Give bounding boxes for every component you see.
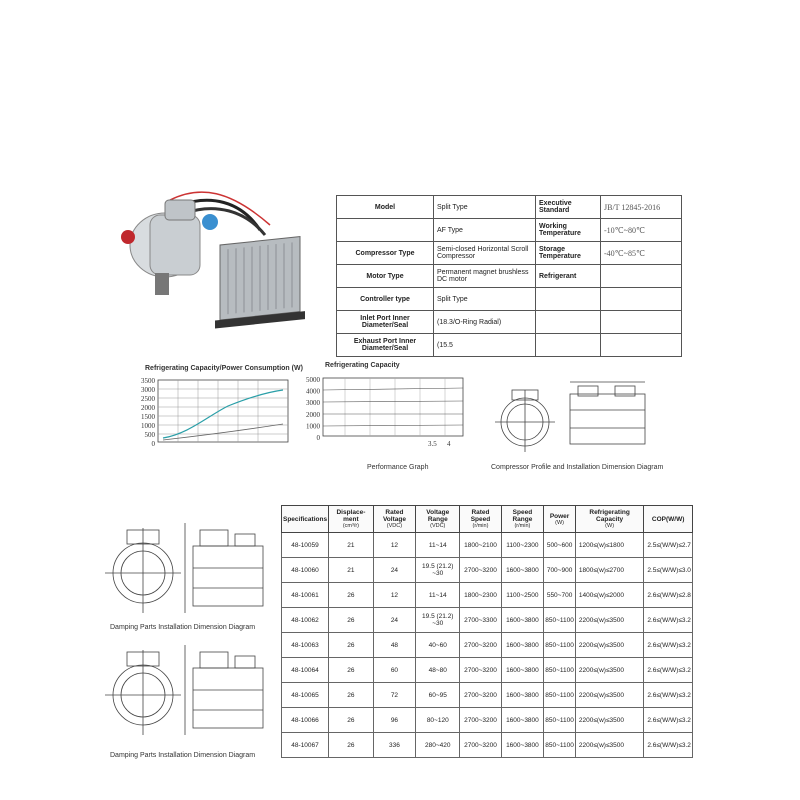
spec-value: (15.5 [434,334,536,357]
y-tick-label: 2000 [306,410,320,419]
table-cell: 11~14 [416,583,460,608]
y-tick-label: 500 [144,431,155,439]
table-cell: 2200≤(w)≤3500 [575,708,643,733]
spec-label: Motor Type [337,265,434,288]
column-header: Rated Voltage (VDC) [373,506,415,533]
spec-value-2: -10℃~80℃ [601,219,682,242]
y-tick-label: 1000 [141,422,155,430]
table-cell: 26 [329,733,374,758]
table-cell: 2700~3200 [460,683,501,708]
spec-label-2 [536,311,601,334]
spec-row [337,219,682,242]
table-cell: 21 [329,533,374,558]
table-cell: 12 [373,533,415,558]
spec-label-2: Refrigerant [536,265,601,288]
table-cell: 1600~3800 [501,558,544,583]
table-cell: 19.5 (21.2) ~30 [416,608,460,633]
table-cell: 12 [373,583,415,608]
table-cell: 48-10059 [282,533,329,558]
table-cell: 2700~3200 [460,733,501,758]
table-cell: 1600~3800 [501,683,544,708]
compressor-product-photo [110,185,310,335]
spec-value: Split Type [434,196,536,219]
table-cell: 2.6≤(W/W)≤2.8 [644,583,693,608]
table-cell: 48-10062 [282,608,329,633]
table-cell: 2200≤(w)≤3500 [575,683,643,708]
table-cell: 1600~3800 [501,633,544,658]
table-cell: 26 [329,583,374,608]
spec-row [337,196,682,219]
y-tick-label: 2000 [141,404,155,412]
chart2-title: Refrigerating Capacity [325,362,400,369]
spec-label-2: Executive Standard [536,196,601,219]
chart1-capacity-power [128,376,293,448]
table-cell: 48~80 [416,658,460,683]
table-cell: 1600~3800 [501,733,544,758]
y-tick-label: 2500 [141,395,155,403]
table-cell: 500~600 [544,533,576,558]
table-cell: 48-10065 [282,683,329,708]
column-header: Refrigerating Capacity (W) [575,506,643,533]
table-cell: 1400≤(w)≤2000 [575,583,643,608]
table-cell: 1100~2500 [501,583,544,608]
spec-value-2 [601,288,682,311]
table-row [282,533,693,558]
chart1-capacity-line [163,390,283,438]
table-cell: 72 [373,683,415,708]
table-row [282,608,693,633]
table-cell: 48-10067 [282,733,329,758]
table-cell: 40~60 [416,633,460,658]
table-cell: 24 [373,558,415,583]
table-row [282,708,693,733]
table-cell: 850~1100 [544,633,576,658]
table-cell: 850~1100 [544,683,576,708]
table-row [282,683,693,708]
table-cell: 2.5≤(W/W)≤2.7 [644,533,693,558]
spec-row [337,334,682,357]
table-row [282,558,693,583]
table-cell: 96 [373,708,415,733]
table-cell: 2.6≤(W/W)≤3.2 [644,608,693,633]
y-tick-label: 3000 [306,399,320,408]
spec-value-2: -40℃~85℃ [601,242,682,265]
table-cell: 2200≤(w)≤3500 [575,633,643,658]
spec-label-2 [536,288,601,311]
y-tick-label: 1000 [306,422,320,431]
table-cell: 26 [329,658,374,683]
table-row [282,658,693,683]
column-header: Power (W) [544,506,576,533]
table-cell: 2700~3200 [460,708,501,733]
table-cell: 2.6≤(W/W)≤3.2 [644,733,693,758]
spec-label-2: Working Temperature [536,219,601,242]
spec-value-2 [601,311,682,334]
table-cell: 19.5 (21.2) ~30 [416,558,460,583]
table-cell: 2700~3200 [460,658,501,683]
y-tick-label: 5000 [306,376,320,384]
y-tick-label: 3000 [141,386,155,394]
column-header: Rated Speed (r/min) [460,506,501,533]
table-cell: 2200≤(w)≤3500 [575,733,643,758]
table-cell: 48 [373,633,415,658]
table-cell: 2700~3300 [460,608,501,633]
spec-row [337,265,682,288]
damping-caption-1: Damping Parts Installation Dimension Diagram [110,624,256,631]
spec-label: Exhaust Port Inner Diameter/Seal [337,334,434,357]
table-cell: 2700~3200 [460,558,501,583]
table-cell: 280~420 [416,733,460,758]
spec-value: Semi-closed Horizontal Scroll Compressor [434,242,536,265]
compressor-profile-drawing [490,380,660,460]
table-cell: 48-10063 [282,633,329,658]
model-specifications-table [281,505,693,758]
y-tick-label: 4000 [306,387,320,396]
table-cell: 48-10064 [282,658,329,683]
chart1-power-line [163,424,283,440]
table-cell: 1600~3800 [501,708,544,733]
table-cell: 60 [373,658,415,683]
specification-table [336,195,682,357]
column-header: Speed Range (r/min) [501,506,544,533]
chart1-title: Refrigerating Capacity/Power Consumption (W) [145,365,303,372]
table-cell: 26 [329,708,374,733]
spec-label: Compressor Type [337,242,434,265]
chart2-caption: Performance Graph [367,464,429,471]
table-cell: 1100~2300 [501,533,544,558]
spec-row [337,242,682,265]
column-header: Displace-ment (cm³/r) [329,506,374,533]
spec-value: Split Type [434,288,536,311]
svg-text:3.5: 3.5 [428,440,437,448]
chart2-performance [295,374,470,454]
table-cell: 11~14 [416,533,460,558]
damping-drawing-2 [105,640,275,740]
spec-value: (18.3/O-Ring Radial) [434,311,536,334]
table-cell: 700~900 [544,558,576,583]
table-cell: 26 [329,633,374,658]
spec-value-2: JB/T 12845-2016 [601,196,682,219]
spec-row [337,311,682,334]
table-cell: 2.6≤(W/W)≤3.2 [644,658,693,683]
table-cell: 550~700 [544,583,576,608]
table-cell: 48-10066 [282,708,329,733]
table-cell: 850~1100 [544,658,576,683]
column-header: Specifications [282,506,329,533]
y-tick-label: 0 [151,440,155,448]
damping-drawing-1 [105,518,275,618]
spec-label-2 [536,334,601,357]
table-cell: 1600~3800 [501,608,544,633]
spec-value: AF Type [434,219,536,242]
table-row [282,633,693,658]
table-cell: 1200≤(w)≤1800 [575,533,643,558]
spec-label: Controller type [337,288,434,311]
table-cell: 2.6≤(W/W)≤3.2 [644,683,693,708]
spec-row [337,288,682,311]
table-cell: 48-10061 [282,583,329,608]
spec-value-2 [601,265,682,288]
y-tick-label: 3500 [141,377,155,385]
table-cell: 2200≤(w)≤3500 [575,658,643,683]
table-cell: 2.5≤(W/W)≤3.0 [644,558,693,583]
y-tick-label: 0 [316,434,320,442]
table-cell: 60~95 [416,683,460,708]
table-cell: 48-10060 [282,558,329,583]
table-cell: 850~1100 [544,733,576,758]
table-cell: 80~120 [416,708,460,733]
table-cell: 850~1100 [544,608,576,633]
y-tick-label: 1500 [141,413,155,421]
spec-value-2 [601,334,682,357]
spec-label: Inlet Port Inner Diameter/Seal [337,311,434,334]
table-cell: 1800~2100 [460,533,501,558]
table-cell: 850~1100 [544,708,576,733]
table-cell: 1800~2300 [460,583,501,608]
table-cell: 1800≤(w)≤2700 [575,558,643,583]
table-cell: 2.6≤(W/W)≤3.2 [644,633,693,658]
table-cell: 26 [329,608,374,633]
svg-text:4: 4 [447,440,451,448]
spec-label [337,219,434,242]
table-row [282,583,693,608]
table-cell: 1600~3800 [501,658,544,683]
profile-caption: Compressor Profile and Installation Dimension Diagram [491,464,664,471]
table-cell: 2700~3200 [460,633,501,658]
spec-label: Model [337,196,434,219]
table-cell: 21 [329,558,374,583]
table-cell: 2.6≤(W/W)≤3.2 [644,708,693,733]
table-cell: 336 [373,733,415,758]
damping-caption-2: Damping Parts Installation Dimension Diagram [110,752,256,759]
column-header: Voltage Range (VDC) [416,506,460,533]
table-row [282,733,693,758]
spec-label-2: Storage Temperature [536,242,601,265]
table-cell: 2200≤(w)≤3500 [575,608,643,633]
table-cell: 26 [329,683,374,708]
column-header: COP(W/W) [644,506,693,533]
table-cell: 24 [373,608,415,633]
spec-value: Permanent magnet brushless DC motor [434,265,536,288]
